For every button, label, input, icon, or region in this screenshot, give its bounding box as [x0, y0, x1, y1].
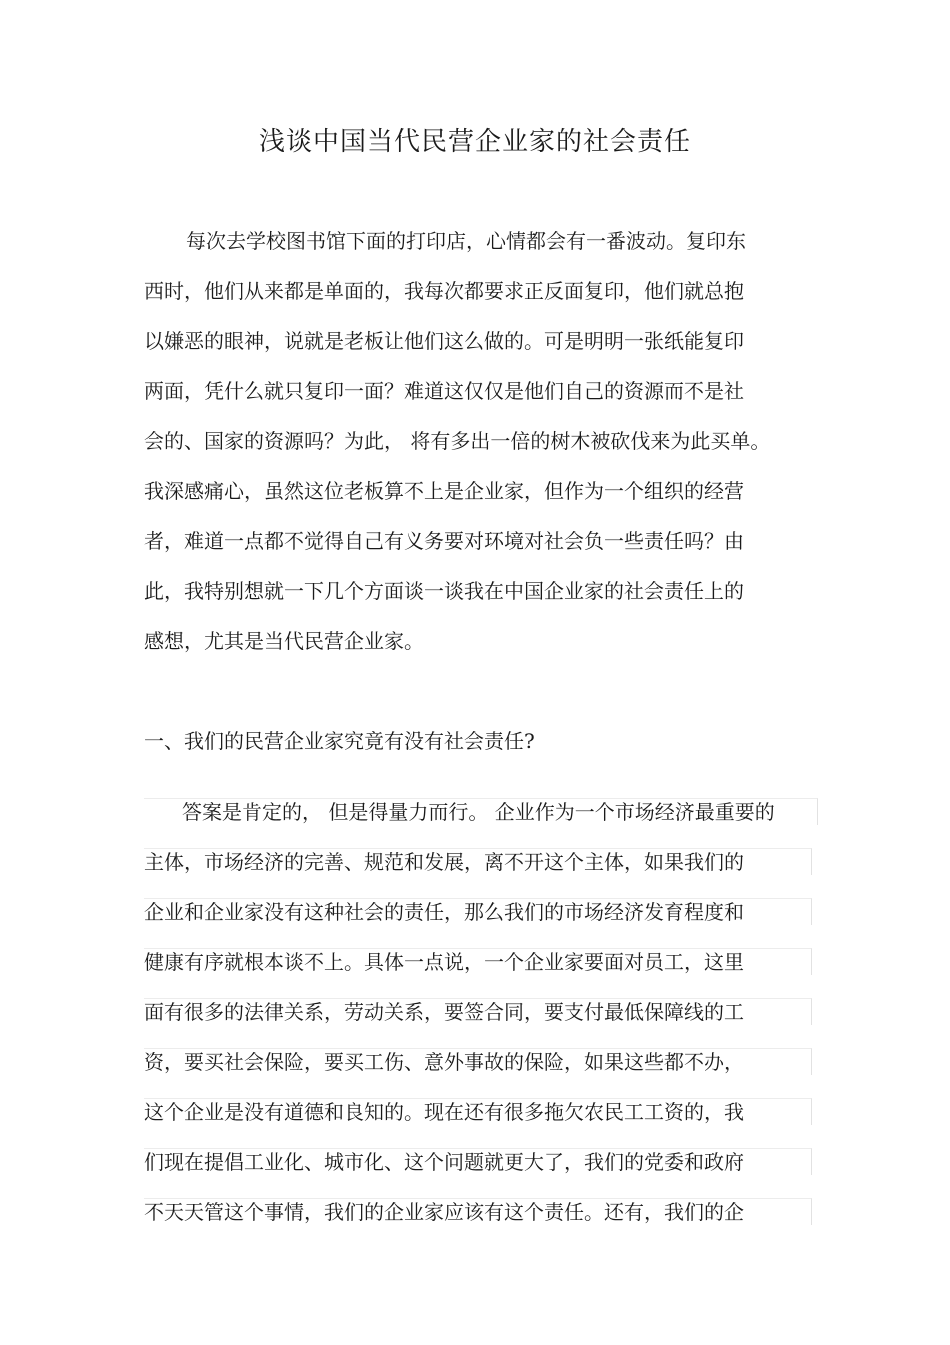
section1-line: 这个企业是没有道德和良知的。现在还有很多拖欠农民工工资的，我: [144, 1100, 744, 1124]
section1-line: 主体，市场经济的完善、规范和发展，离不开这个主体，如果我们的: [144, 850, 744, 874]
section1-line: 资，要买社会保险，要买工伤、意外事故的保险，如果这些都不办，: [144, 1050, 744, 1074]
section1-line: 不天天管这个事情，我们的企业家应该有这个责任。还有，我们的企: [144, 1200, 744, 1224]
intro-line: 感想，尤其是当代民营企业家。: [144, 629, 424, 653]
intro-line: 者，难道一点都不觉得自己有义务要对环境对社会负一些责任吗？由: [144, 529, 744, 553]
intro-line: 两面，凭什么就只复印一面？难道这仅仅是他们自己的资源而不是社: [144, 379, 744, 403]
intro-line: 此，我特别想就一下几个方面谈一谈我在中国企业家的社会责任上的: [144, 579, 744, 603]
intro-line: 每次去学校图书馆下面的打印店，心情都会有一番波动。复印东: [186, 229, 746, 253]
intro-line: 以嫌恶的眼神，说就是老板让他们这么做的。可是明明一张纸能复印: [144, 329, 744, 353]
section1-line: 们现在提倡工业化、城市化、这个问题就更大了，我们的党委和政府: [144, 1150, 744, 1174]
intro-line: 西时，他们从来都是单面的，我每次都要求正反面复印，他们就总抱: [144, 279, 744, 303]
intro-line: 会的、国家的资源吗？为此， 将有多出一倍的树木被砍伐来为此买单。: [144, 429, 771, 453]
section1-line: 面有很多的法律关系，劳动关系，要签合同，要支付最低保障线的工: [144, 1000, 744, 1024]
intro-line: 我深感痛心，虽然这位老板算不上是企业家，但作为一个组织的经营: [144, 479, 744, 503]
document-title: 浅谈中国当代民营企业家的社会责任: [258, 127, 691, 157]
section-heading: 一、我们的民营企业家究竟有没有社会责任?: [144, 729, 535, 753]
section1-line: 企业和企业家没有这种社会的责任，那么我们的市场经济发育程度和: [144, 900, 744, 924]
section1-line: 答案是肯定的， 但是得量力而行。 企业作为一个市场经济最重要的: [182, 800, 775, 824]
section1-line: 健康有序就根本谈不上。具体一点说，一个企业家要面对员工，这里: [144, 950, 744, 974]
